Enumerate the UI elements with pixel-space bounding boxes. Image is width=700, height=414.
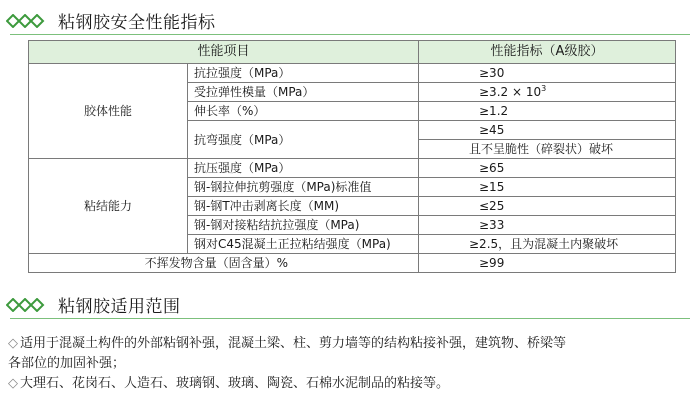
row-item: 受拉弹性模量（MPa） [188, 83, 419, 102]
header-value: 性能指标（A级胶） [419, 41, 676, 64]
title-divider [10, 34, 690, 35]
row-item: 抗弯强度（MPa） [188, 121, 419, 159]
triple-diamond-icon [6, 14, 54, 28]
row-item: 抗拉强度（MPa） [188, 64, 419, 83]
spec-table [28, 40, 676, 273]
group-label: 胶体性能 [29, 64, 188, 159]
value-exponent: 3 [541, 84, 547, 93]
row-value: ≥33 [419, 216, 676, 235]
footer-item: 不挥发物含量（固含量）% [29, 254, 419, 273]
section-title-safety [6, 8, 216, 33]
row-value: ≥45 [419, 121, 676, 140]
application-line: ◇ 大理石、花岗石、人造石、玻璃钢、玻璃、陶瓷、石棉水泥制品的粘接等。 [8, 374, 698, 394]
value-base: ≥3.2 × 10 [479, 85, 542, 99]
row-item: 抗压强度（MPa） [188, 159, 419, 178]
section-title-text: 粘钢胶安全性能指标 [58, 13, 216, 33]
application-text [8, 334, 698, 394]
footer-value: ≥99 [419, 254, 676, 273]
row-item: 钢-钢T冲击剥离长度（MM) [188, 197, 419, 216]
application-line: 各部位的加固补强； [8, 356, 126, 371]
row-value: ≥65 [419, 159, 676, 178]
table-row [29, 64, 676, 83]
title-divider [10, 318, 690, 319]
row-value [419, 83, 676, 102]
header-item: 性能项目 [29, 41, 419, 64]
row-value: ≥1.2 [419, 102, 676, 121]
row-item: 钢-钢拉伸抗剪强度（MPa)标准值 [188, 178, 419, 197]
row-item: 钢对C45混凝土正拉粘结强度（MPa) [188, 235, 419, 254]
hollow-diamond-icon: ◇ [8, 376, 18, 391]
triple-diamond-icon [6, 298, 54, 312]
table-row [29, 254, 676, 273]
table-header-row [29, 41, 676, 64]
row-value: ≥2.5，且为混凝土内聚破坏 [419, 235, 676, 254]
row-value: ≤25 [419, 197, 676, 216]
table-row [29, 159, 676, 178]
row-item: 伸长率（%） [188, 102, 419, 121]
section-title-application [6, 292, 181, 317]
section-title-text: 粘钢胶适用范围 [58, 297, 181, 317]
application-line: ◇ 适用于混凝土构件的外部粘钢补强，混凝土梁、柱、剪力墙等的结构粘接补强，建筑物、桥梁等 [8, 334, 698, 354]
row-value: ≥30 [419, 64, 676, 83]
hollow-diamond-icon: ◇ [8, 336, 18, 351]
row-value: ≥15 [419, 178, 676, 197]
row-note: 且不呈脆性（碎裂状）破坏 [419, 140, 676, 159]
row-item: 钢-钢对接粘结抗拉强度（MPa) [188, 216, 419, 235]
group-label: 粘结能力 [29, 159, 188, 254]
